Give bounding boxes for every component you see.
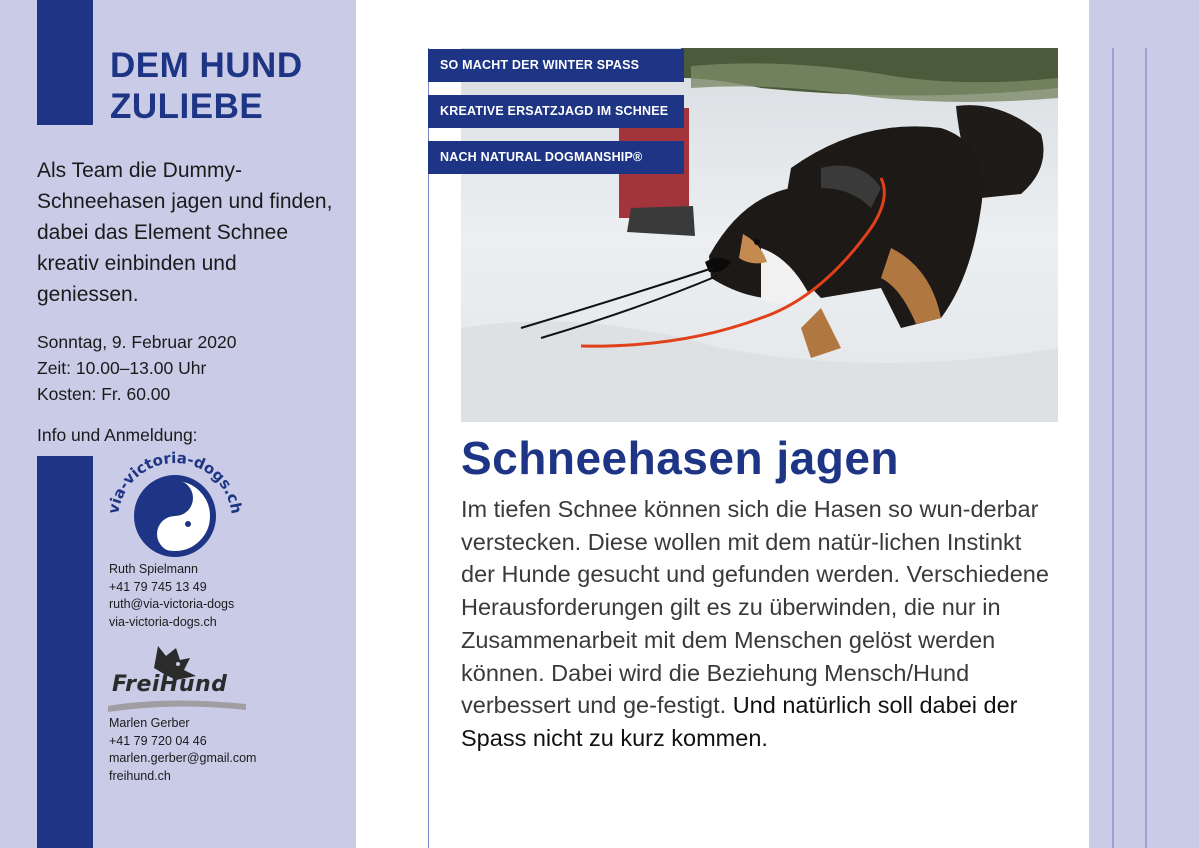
event-cost: Kosten: Fr. 60.00 bbox=[37, 384, 171, 404]
event-details bbox=[37, 329, 236, 407]
headline-line-2: ZULIEBE bbox=[110, 87, 264, 126]
accent-bar-bottom bbox=[37, 456, 93, 848]
accent-bar-top bbox=[37, 0, 93, 125]
article-title: Schneehasen jagen bbox=[461, 432, 899, 484]
contact-website[interactable]: freihund.ch bbox=[109, 768, 171, 783]
article-body-emphasis: Und natürlich soll dabei der Spass nicht zu kurz kommen. bbox=[461, 692, 1018, 751]
right-decorative-panel bbox=[1089, 0, 1199, 848]
victoria-logo-text: via-victoria-dogs.ch bbox=[104, 450, 246, 516]
decorative-line bbox=[1145, 48, 1147, 848]
contact-phone: +41 79 745 13 49 bbox=[109, 579, 207, 594]
contact-marlen bbox=[109, 715, 256, 785]
tag-creative-hunt: KREATIVE ERSATZJAGD IM SCHNEE bbox=[428, 95, 684, 128]
article-body-text: Im tiefen Schnee können sich die Hasen so wun-derbar verstecken. Diese wollen mit dem natür-lichen Instinkt der Hunde gesucht und gefunden werden. Verschiedene Herausforderungen gilt es zu überwinden, die nur in Zusammenarbeit mit dem Menschen gelöst werden können. Dabei wird die Beziehung Mensch/Hund verbessert und ge-festigt. bbox=[461, 496, 1049, 719]
contact-email[interactable]: marlen.gerber@gmail.com bbox=[109, 751, 257, 765]
event-date: Sonntag, 9. Februar 2020 bbox=[37, 332, 237, 352]
freihund-logo-text: FreiHund bbox=[112, 672, 228, 697]
contact-name: Marlen Gerber bbox=[109, 716, 190, 730]
freihund-logo bbox=[106, 640, 248, 714]
article-body bbox=[461, 493, 1061, 755]
contact-phone: +41 79 720 04 46 bbox=[109, 733, 207, 748]
contact-ruth bbox=[109, 561, 234, 631]
decorative-line bbox=[1112, 48, 1114, 848]
intro-text: Als Team die Dummy-Schneehasen jagen und finden, dabei das Element Schnee kreativ einbinden und geniessen. bbox=[37, 159, 333, 306]
contact-email[interactable]: ruth@via-victoria-dogs bbox=[109, 597, 235, 611]
tag-winter-fun: SO MACHT DER WINTER SPASS bbox=[428, 49, 684, 82]
headline bbox=[110, 45, 303, 127]
headline-line-1: DEM HUND bbox=[110, 46, 303, 85]
tag-natural-dogmanship: NACH NATURAL DOGMANSHIP® bbox=[428, 141, 684, 174]
via-victoria-dogs-logo bbox=[104, 450, 246, 562]
contact-name: Ruth Spielmann bbox=[109, 562, 198, 576]
contact-website[interactable]: via-victoria-dogs.ch bbox=[109, 614, 217, 629]
info-label: Info und Anmeldung: bbox=[37, 425, 198, 445]
event-time: Zeit: 10.00–13.00 Uhr bbox=[37, 358, 207, 378]
